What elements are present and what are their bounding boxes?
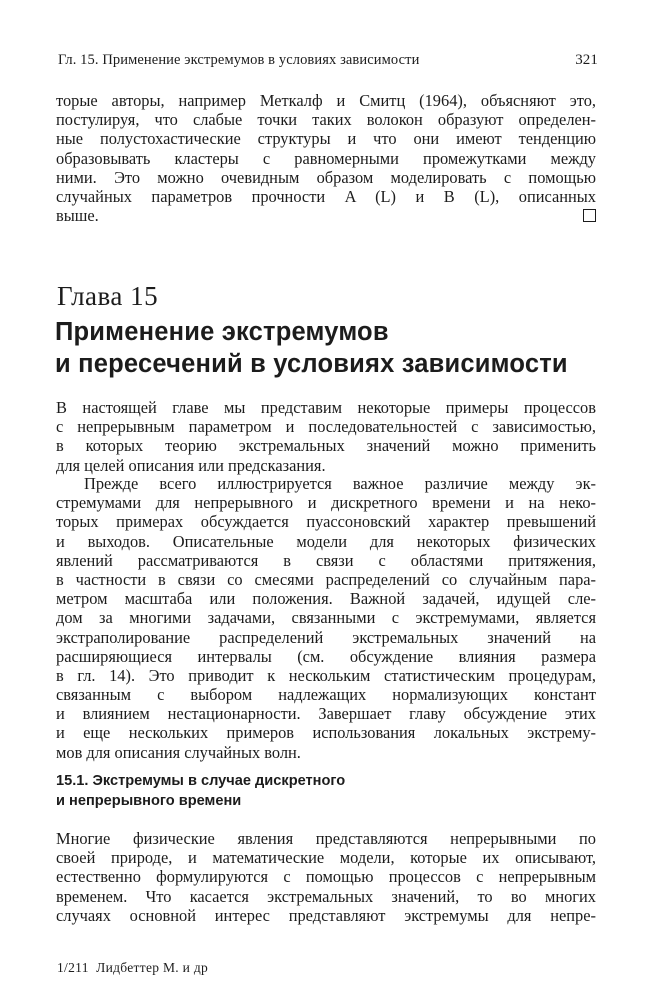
signature-number: 11 <box>75 960 89 975</box>
text-line: явлений рассматриваются в связи с областями притяжения, <box>56 550 596 570</box>
text-line: и еще нескольких примеров использования локальных экстрему- <box>56 723 596 743</box>
section-heading <box>56 771 596 811</box>
printer-signature <box>57 960 208 976</box>
intro-paragraph <box>56 398 596 475</box>
running-head <box>58 52 598 72</box>
text-line: связанным с выбором надлежащих нормализующих констант <box>56 685 596 705</box>
signature-text: Лидбеттер М. и др <box>96 960 209 975</box>
text-line: временем. Что касается экстремальных значений, то во многих <box>56 886 596 906</box>
text-line: для целей описания или предсказания. <box>56 455 326 475</box>
section-paragraph <box>56 829 596 925</box>
chapter-label: Глава 15 <box>57 281 159 311</box>
text-line: в которых теорию экстремальных значений можно применить <box>56 436 596 456</box>
text-line: случаях основной интерес представляют экстремумы для непре- <box>56 905 596 925</box>
text-line: мов для описания случайных волн. <box>56 742 301 762</box>
text-line: расширяющиеся интервалы (см. обсуждение влияния размера <box>56 646 596 666</box>
signature-fraction: 1/2 <box>57 960 76 975</box>
text-line: в частности в связи со смесями распределений со случайным пара- <box>56 569 596 589</box>
text-line: образовывать кластеры с равномерными промежутками между <box>56 148 596 168</box>
text-line: торых примерах обсуждается пуассоновский характер превышений <box>56 512 596 532</box>
text-line: естественно формулируются с помощью процессов с непрерывным <box>56 867 596 887</box>
text-line: торые авторы, например Меткалф и Смитц (1964), объясняют это, <box>56 91 596 110</box>
text-line: постулируя, что слабые точки таких волокон образуют определен- <box>56 110 596 130</box>
text-line: экстраполирование распределений экстремальных значений на <box>56 627 596 647</box>
text-line: своей природе, и математические модели, которые их описывают, <box>56 848 596 868</box>
running-head-title: Гл. 15. Применение экстремумов в условиях зависимости <box>58 52 420 68</box>
end-of-proof-box-icon <box>583 209 596 222</box>
chapter-title-line: и пересечений в условиях зависимости <box>55 350 568 378</box>
section-heading-line: 15.1. Экстремумы в случае дискретного <box>56 773 346 789</box>
page-number: 321 <box>575 52 598 68</box>
text-line: дом за многими задачами, связанными с экстремумами, является <box>56 608 596 628</box>
text-line: выше. <box>56 206 99 226</box>
text-line: и выходов. Описательные модели для некоторых физических <box>56 531 596 551</box>
chapter-title-line: Применение экстремумов <box>55 318 389 346</box>
text-line: и влиянием нестационарности. Завершает главу обсуждение этих <box>56 704 596 724</box>
overview-paragraph <box>56 474 596 762</box>
text-line: с непрерывным параметром и последовательностей с зависимостью, <box>56 417 596 437</box>
text-line: ные полустохастические структуры и что они имеют тенденцию <box>56 129 596 149</box>
text-line: стремумами для непрерывного и дискретного времени и на неко- <box>56 493 596 513</box>
top-paragraph <box>56 91 596 225</box>
section-heading-line: и непрерывного времени <box>56 793 242 809</box>
text-line: метром масштаба или положения. Важной задачей, идущей сле- <box>56 589 596 609</box>
text-line: Многие физические явления представляются непрерывными по <box>56 829 596 848</box>
qed-line <box>56 206 596 225</box>
text-line: ними. Это можно очевидным образом моделировать с помощью <box>56 167 596 187</box>
text-line: случайных параметров прочности A (L) и B (L), описанных <box>56 186 596 206</box>
text-line: Прежде всего иллюстрируется важное различие между эк- <box>84 474 596 493</box>
text-line: в гл. 14). Это приводит к нескольким статистическим процедурам, <box>56 665 596 685</box>
text-line: В настоящей главе мы представим некоторые примеры процессов <box>56 398 596 417</box>
chapter-title <box>55 316 615 380</box>
